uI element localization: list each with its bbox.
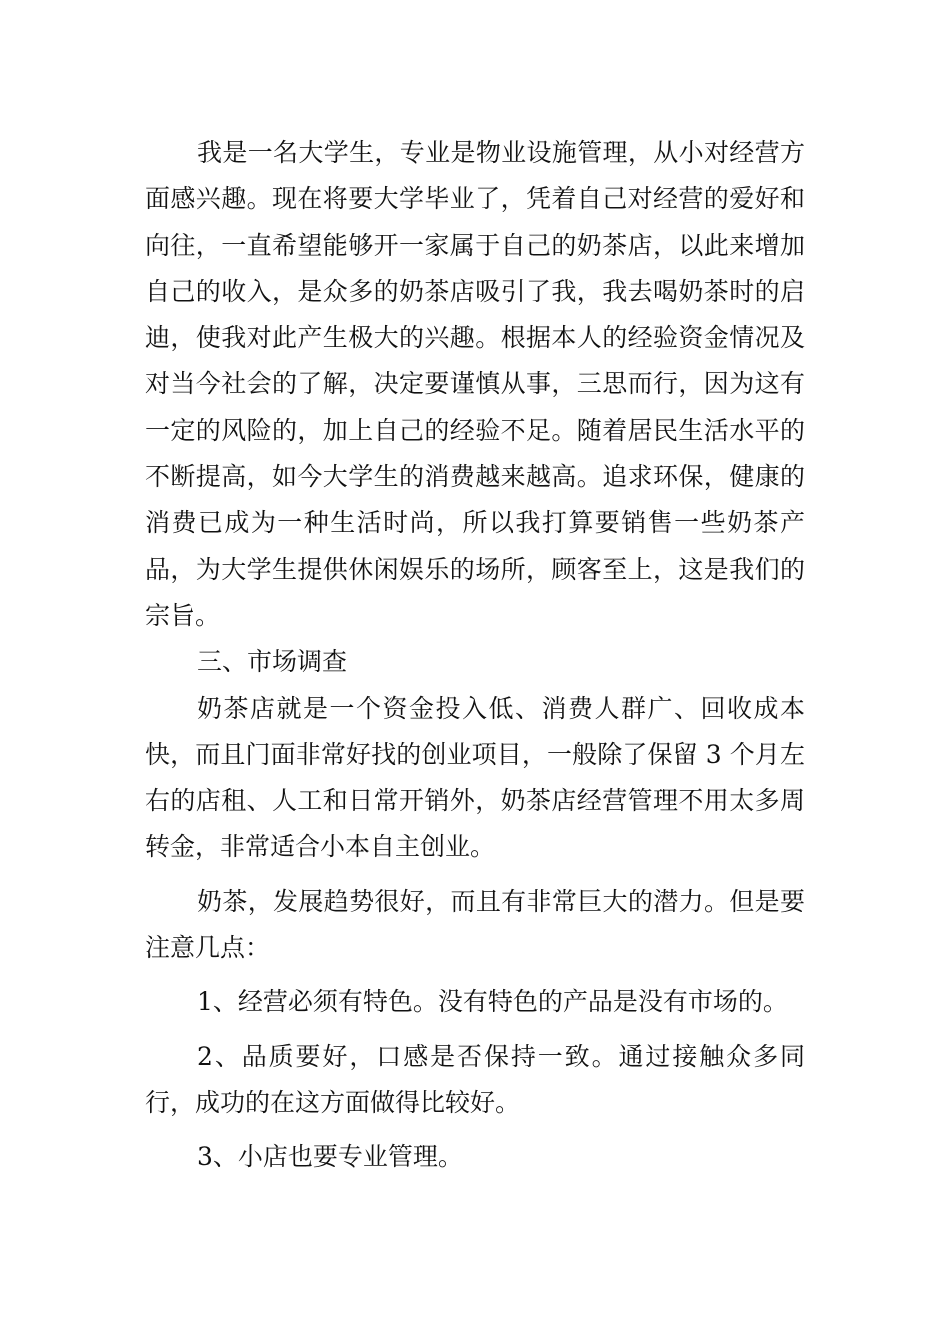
intro-paragraph: 我是一名大学生，专业是物业设施管理，从小对经营方面感兴趣。现在将要大学毕业了，凭着自己对经营的爱好和向往，一直希望能够开一家属于自己的奶茶店，以此来增加自己的收入，是众多的奶茶店吸引了我，我去喝奶茶时的启迪，使我对此产生极大的兴趣。根据本人的经验资金情况及对当今社会的了解，决定要谨慎从事，三思而行，因为这有一定的风险的，加上自己的经验不足。随着居民生活水平的不断提高，如今大学生的消费越来越高。追求环保，健康的消费已成为一种生活时尚，所以我打算要销售一些奶茶产品，为大学生提供休闲娱乐的场所，顾客至上，这是我们的宗旨。 [145,138,805,630]
point-2: 2、品质要好，口感是否保持一致。通过接触众多同行，成功的在这方面做得比较好。 [145,1041,805,1117]
point-1: 1、经营必须有特色。没有特色的产品是没有市场的。 [197,987,788,1017]
market-paragraph: 奶茶店就是一个资金投入低、消费人群广、回收成本快，而且门面非常好找的创业项目，一般除了保留 3 个月左右的店租、人工和日常开销外，奶茶店经营管理不用太多周转金，非常适合小本自主创业。 [145,693,805,862]
trend-paragraph: 奶茶，发展趋势很好，而且有非常巨大的潜力。但是要注意几点： [145,886,805,963]
section-heading-market-survey: 三、市场调查 [197,647,348,677]
document-body [145,130,805,1181]
point-3: 3、小店也要专业管理。 [197,1142,463,1172]
